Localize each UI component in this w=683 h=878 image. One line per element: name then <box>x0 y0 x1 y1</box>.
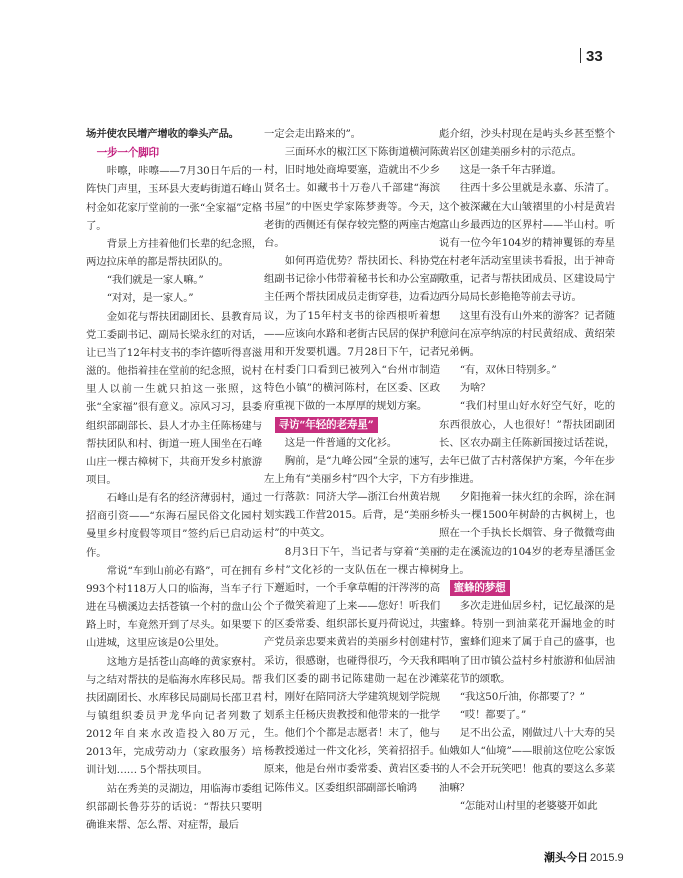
paragraph: 常说“车到山前必有路”，可在拥有993个村118万人口的临海，当车子行进在马横溪边去括苍镇一个村的盘山公路上时，车竟然开到了尽头。如果要下山进城，这里应该是0公里处。 <box>86 564 262 650</box>
paragraph: 一定会走出路来的”。 <box>264 128 361 140</box>
column-3 <box>439 125 615 815</box>
page-number <box>580 48 603 65</box>
paragraph: 为啥？ <box>459 382 491 395</box>
paragraph: “怎能对山村里的老婆婆开如此 <box>459 799 598 812</box>
paragraph: 如何再造优势？帮扶团长、科协党组副书记徐小伟带着秘书长和办公室副主任两个帮扶团成员走街穿巷，边看边议，为了15年村支书的徐西根听着想——应该向水路和老街古民居的保护利用和开发要机遇。7月28日下午，记者在村委门口看到已被列入“台州市制造特色小镇”的横河陈村，在区委、区政府重视下做的一本厚厚的规划方案。 <box>264 255 440 413</box>
paragraph: 这地方是括苍山高峰的黄家寮村。与之结对帮扶的是临海水库移民局。帮扶团副团长、水库移民局副局长邵卫君与镇组织委员尹龙华向记者列数了2012年自来水改造投入80万元，2013年，完成劳动力（家政服务）培训计划…… 5个帮扶项目。 <box>86 655 262 777</box>
paragraph: 背景上方挂着他们长辈的纪念照，两边拉床单的都是帮扶团队的。 <box>86 237 262 269</box>
lead-text: 场并使农民增产增收的拳头产品。 <box>86 128 239 140</box>
paragraph: 咔嚓，咔嚓——7月30日午后的一阵快门声里，玉环县大麦屿街道石峰山村金如花家厅堂前的一张“全家福”定格了。 <box>86 165 262 232</box>
paragraph: “我们村里山好水好空气好，吃的东西很放心，人也很好！”帮扶团副团长、区农办副主任陈新国接过话茬说，去年已做了古村落保护方案，今年在步步推进。 <box>439 400 615 485</box>
column-1 <box>86 125 262 834</box>
paragraph: “我这50斤油，你都要了？” <box>459 690 585 703</box>
section-heading-footprint: 一步一个脚印 <box>96 147 159 160</box>
paragraph: 胸前，是“九峰公园”全景的速写，左上角有“美丽乡村”四个大字，下方有一行落款：同济大学—浙江台州黄岩规划实践工作营2015。后背，是“美丽乡村”的中英文。 <box>264 454 440 540</box>
paragraph: 三面环水的椒江区下陈街道横河陈村，旧时地处商埠要塞，造就出不少乡贤名士。如藏书十万卷八千部建“海滨书屋”的中医史学家陈梦赉等。今天，老街的西侧还有保存较完整的两座古炮台。 <box>264 146 440 249</box>
paragraph: “有，双休日特别多。” <box>459 364 557 377</box>
paragraph: “哎！都要了。” <box>459 709 526 721</box>
paragraph: 往西十多公里就是永嘉、乐清了。这个被深藏在大山皱褶里的小村是黄岩富山乡最西边的区界村——半山村。听说有一位今年104岁的精神矍铄的寿星在村老年活动室里读书看报，出于神奇敬重，记者与帮扶团成员、区建设局宁西分局局长彭艳艳等前去寻访。 <box>439 182 615 304</box>
paragraph: 足不出公孟，刚做过八十大寿的吴仙娥如人“仙境”——眼前这位吃公家饭的人不会开玩笑吧！他真的要这么多菜油嘛？ <box>439 727 615 794</box>
paragraph: 站在秀美的灵湖边，用临海市委组织部副长鲁芬芬的话说：“帮扶只要明确谁来帮、怎么帮、对症帮，最后 <box>86 782 262 831</box>
paragraph: “对对，是一家人。” <box>106 292 194 305</box>
paragraph: 这里有没有山外来的游客？记者随意问在凉亭纳凉的村民黄绍成、黄绍荣兄弟俩。 <box>439 309 615 358</box>
section-heading-bee: 蜜蜂的梦想 <box>450 580 510 596</box>
paragraph: 彪介绍，沙头村现在是屿头乡甚至整个黄岩区创建美丽乡村的示范点。 <box>439 128 615 159</box>
paragraph: 多次走进仙居乡村，记忆最深的是蜜蜂。特别一到油菜花开漏地金的时节，蜜蜂们迎来了属于自己的盛事，也唱响了田市镇公益村乡村旅游和仙居油菜花节的颂歌。 <box>439 600 615 685</box>
issue-date: 2015.9 <box>590 852 624 864</box>
paragraph: 夕阳拖着一抹火红的余晖，涂在洞桥头一棵1500年树龄的古枫树上，也照在一个手执长长烟管、身子微微弯曲的走在溪流边的104岁的老寿星潘匡金身上。 <box>439 491 615 576</box>
magazine-logo: 潮头今日 <box>544 851 588 864</box>
paragraph: 石峰山是有名的经济薄弱村，通过招商引资——“东海石屋民俗文化园村曼里乡村度假等项目”签约后已启动运作。 <box>86 492 262 559</box>
column-2 <box>264 125 440 797</box>
paragraph: 金如花与帮扶团副团长、县教育局党工委副书记、副局长梁永红的对话，让已当了12年村支书的李许德听得喜滋滋的。他指着挂在堂前的纪念照，说村里人以前一生就只拍这一张照，这张“全家福”很有意义。凉风习习，县委组织部副部长、县人才办主任陈杨建与帮扶团队和村、街道一班人围坐在石峰山庄一棵古樟树下，共商开发乡村旅游项目。 <box>86 310 262 486</box>
page-footer <box>544 849 624 865</box>
paragraph: 8月3日下午，当记者与穿着“美丽乡村”文化衫的一支队伍在一棵古樟树下邂逅时，一个手拿草帽的汗涔涔的高个子微笑着迎了上来——您好！听我们的区委常委、组织部长夏丹荷说过，共产党员亲忠要来黄岩的美丽乡村创建村采访，很感谢，也碰得很巧，今天我和我们区委的副书记陈建勋一起在沙滩村，刚好在陪同济大学建筑规划学院规划系主任杨庆贵教授和他带来的一批学生。他们个个都是志愿者！末了，他与杨教授递过一件文化衫，笑着招招手。原来，他是台州市委常委、黄岩区委书记陈伟义。区委组织部副部长喻鸿 <box>264 545 440 794</box>
paragraph: 这是一件普通的文化衫。 <box>284 436 397 449</box>
section-heading-elder: 寻访“年轻的老寿星” <box>275 417 378 433</box>
page-number-divider <box>580 48 581 63</box>
paragraph: 这是一条千年古驿道。 <box>459 164 562 177</box>
page-number-text: 33 <box>586 48 603 65</box>
paragraph: “我们就是一家人嘛。” <box>106 274 204 287</box>
